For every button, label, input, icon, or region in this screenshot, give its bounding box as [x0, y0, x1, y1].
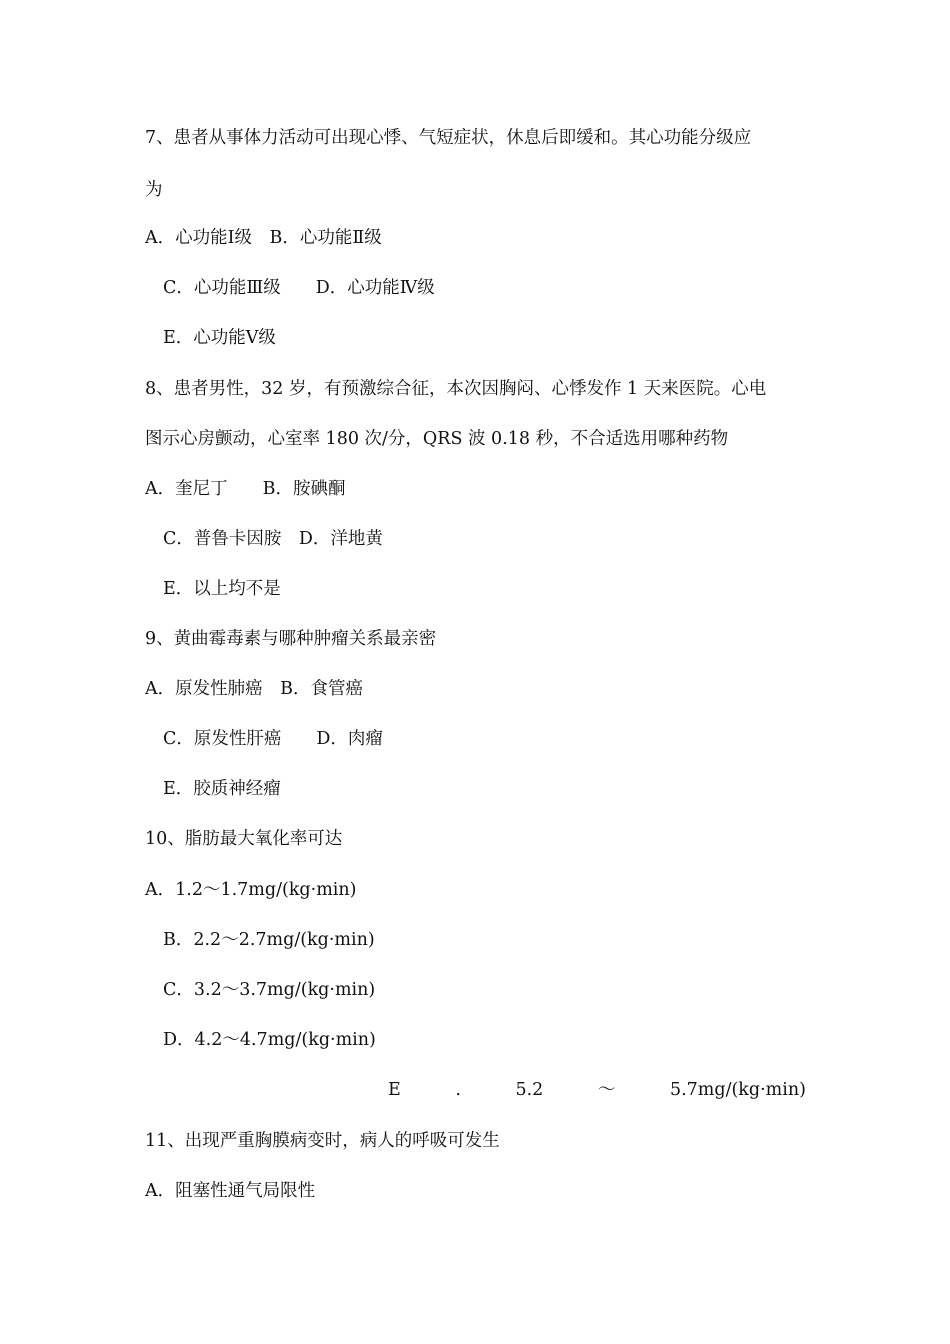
option-e-letter: E: [388, 1080, 401, 1100]
question-10-option-c: C．3.2～3.7mg/(kg·min): [163, 980, 376, 1000]
question-10-text: 10、脂肪最大氧化率可达: [145, 829, 343, 849]
question-10-option-d: D．4.2～4.7mg/(kg·min): [163, 1030, 376, 1050]
option-e-high: 5.7mg/(kg·min): [669, 1080, 806, 1100]
question-9-text: 9、黄曲霉毒素与哪种肿瘤关系最亲密: [145, 629, 437, 649]
question-9-option-e: E．胶质神经瘤: [163, 779, 281, 799]
question-10-option-e: [388, 1079, 806, 1101]
question-7-options-cd: C．心功能Ⅲ级 D．心功能Ⅳ级: [163, 278, 435, 298]
question-11-text: 11、出现严重胸膜病变时，病人的呼吸可发生: [145, 1131, 500, 1151]
option-e-low: 5.2: [515, 1080, 544, 1100]
question-10-option-a: A．1.2～1.7mg/(kg·min): [145, 880, 357, 900]
question-8-line-1: 8、患者男性，32 岁，有预激综合征，本次因胸闷、心悸发作 1 天来医院。心电: [145, 379, 767, 399]
question-9-options-cd: C．原发性肝癌 D．肉瘤: [163, 729, 383, 749]
question-7-line-1: 7、患者从事体力活动可出现心悸、气短症状，休息后即缓和。其心功能分级应: [145, 128, 752, 148]
question-7-option-e: E．心功能Ⅴ级: [163, 328, 276, 348]
question-11-option-a: A．阻塞性通气局限性: [145, 1181, 316, 1201]
question-10-option-b: B．2.2～2.7mg/(kg·min): [163, 930, 375, 950]
question-8-line-2: 图示心房颤动，心室率 180 次/分，QRS 波 0.18 秒，不合适选用哪种药物: [145, 429, 729, 449]
question-7-options-ab: A．心功能Ⅰ级 B．心功能Ⅱ级: [145, 228, 382, 248]
question-9-options-ab: A．原发性肺癌 B．食管癌: [145, 679, 363, 699]
question-8-options-ab: A．奎尼丁 B．胺碘酮: [145, 479, 346, 499]
question-8-option-e: E．以上均不是: [163, 579, 281, 599]
option-e-dot: .: [455, 1080, 461, 1100]
question-7-line-2: 为: [145, 180, 163, 200]
option-e-tilde: ～: [597, 1080, 616, 1100]
question-8-options-cd: C．普鲁卡因胺 D．洋地黄: [163, 529, 383, 549]
